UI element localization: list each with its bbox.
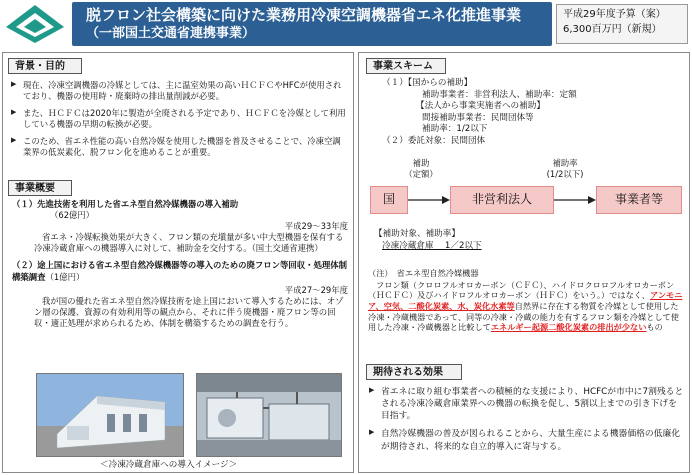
overview-heading: 事業概要 <box>8 180 72 196</box>
overview-item-1-period: 平成29～33年度 <box>284 221 348 232</box>
photo-caption: ＜冷凍冷蔵倉庫への導入イメージ＞ <box>100 460 238 470</box>
scheme-line-6: （２）委託対象：民間団体 <box>382 135 486 146</box>
overview-item-1-body: 省エネ・冷媒転換効果が大きく、フロン類の充塡量が多い中大型機器を保有する冷凍冷蔵倉庫への機器導入に対して、補助金を交付する。（国土交通省連携） <box>34 232 344 254</box>
background-list <box>10 80 348 162</box>
overview-item-2-title <box>12 260 348 282</box>
note-highlight-refrigerants: アンモニア、空気、二酸化炭素、水、炭化水素等 <box>368 290 683 311</box>
note-highlight-co2: エネルギー起源二酸化炭素の排出が少ない <box>490 322 647 333</box>
background-heading: 背景・目的 <box>8 58 82 74</box>
scheme-line-4: 間接補助事業者：民間団体等 <box>422 112 534 123</box>
overview-item-2-title-text: （２）途上国における省エネ型自然冷媒機器等の導入のための廃フロン等回収・処理体制構築調査 <box>12 260 347 282</box>
scheme-line-5: 補助率：1/2以下 <box>422 124 488 135</box>
flow-box-nonprofit: 非営利法人 <box>450 186 554 214</box>
budget-box <box>556 4 688 44</box>
scheme-lines <box>370 78 680 147</box>
overview-item-2-period: 平成27～29年度 <box>284 284 348 295</box>
background-bullet-1: ▶ 現在、冷凍空調機器の冷媒としては、主に温室効果の高いＨＣＦＣやHFCが使用されており、機器の使用時・廃棄時の排出量削減が必要。 <box>10 80 348 102</box>
overview-body <box>12 199 348 329</box>
overview-item-1-amount: （62億円） <box>50 210 95 221</box>
subsidy-target <box>374 229 614 252</box>
refrigeration-unit-photo <box>196 373 342 457</box>
subsidy-target-detail: 冷凍冷蔵倉庫 1／2以下 <box>382 240 482 251</box>
note-part-2: 自然界に存在する物質を冷媒として使用した冷凍・冷蔵機器であって、同等の冷凍・冷蔵の能力を有するフロン類を冷媒として使用した冷凍・冷蔵機器と比較して <box>368 300 679 333</box>
overview-item-1-title: （１）先進技術を利用した省エネ型自然冷媒機器の導入補助 <box>12 199 239 209</box>
budget-line-2: 6,300百万円（新規） <box>563 23 662 35</box>
flow-label-subsidy: 補助 （定額） <box>404 158 438 179</box>
scheme-line-2: 補助事業者：非営利法人、補助率：定額 <box>422 89 577 100</box>
note-title: （注） 省エネ型自然冷媒機器 <box>368 268 479 278</box>
header <box>0 0 692 48</box>
effects-bullet-1: ▶ 省エネに取り組む事業者への積極的な支援により、HCFCが市中に7割残るとされる冷凍冷蔵倉庫業界への機器の転換を促し、5割以上までの引き下げを目指す。 <box>368 386 684 422</box>
note-part-3: もの <box>646 322 663 333</box>
flow-box-government: 国 <box>370 186 408 214</box>
page-subtitle: （一部国土交通省連携事業） <box>86 26 256 41</box>
ministry-logo-icon <box>4 3 66 45</box>
overview-item-2-amount: （1億円） <box>45 271 85 282</box>
effects-bullet-2: ▶ 自然冷媒機器の普及が図られることから、大量生産による機器価格の低廉化が期待され、将来的な自立的導入に寄与する。 <box>368 428 684 452</box>
page-title: 脱フロン社会構築に向けた業務用冷凍空調機器省エネ化推進事業 <box>86 6 522 24</box>
title-bar <box>72 2 552 46</box>
flow-box-operators: 事業者等 <box>596 186 682 214</box>
flow-arrowhead-1 <box>442 196 450 204</box>
scheme-line-1: （１）【国からの補助】 <box>382 78 473 88</box>
background-bullet-3: ▶ このため、省エネ性能の高い自然冷媒を使用した機器を普及させることで、冷凍空調業界の低炭素化、脱フロン化を進めることが重要。 <box>10 136 348 158</box>
flow-arrowhead-2 <box>588 196 596 204</box>
note-block <box>368 268 684 333</box>
flow-label-rate: 補助率 (1/2以下) <box>546 158 584 179</box>
scheme-line-3: 【法人から事業実施者への補助】 <box>416 101 545 112</box>
subsidy-target-heading: 【補助対象、補助率】 <box>374 229 460 239</box>
warehouse-photo <box>36 373 184 457</box>
budget-line-1: 平成29年度予算（案） <box>563 9 666 20</box>
scheme-heading: 事業スキーム <box>366 58 446 74</box>
effects-heading: 期待される効果 <box>366 364 462 380</box>
overview-item-2-body: 我が国の優れた省エネ型自然冷媒技術を途上国において導入するためには、オゾン層の保護、資源の有効利用等の観点から、それに伴う廃機器・廃フロン等の回収・適正処理が求められるため、体制を構築するための調査を行う。 <box>34 295 344 328</box>
flow-arrows <box>370 178 690 222</box>
effects-list <box>368 386 684 456</box>
note-part-1: フロン類（クロロフルオロカーボン（ＣＦＣ）、ハイドロクロロフルオロカーボン（ＨＣＦＣ）及びハイドロフルオロカーボン（ＨＦＣ）をいう。）ではなく、 <box>368 279 675 301</box>
background-bullet-2: ▶ また、ＨＣＦＣは2020年に製造が全廃される予定であり、ＨＣＦＣを冷媒として利用している機器の早期の転換が必要。 <box>10 108 348 130</box>
note-body <box>368 280 684 333</box>
